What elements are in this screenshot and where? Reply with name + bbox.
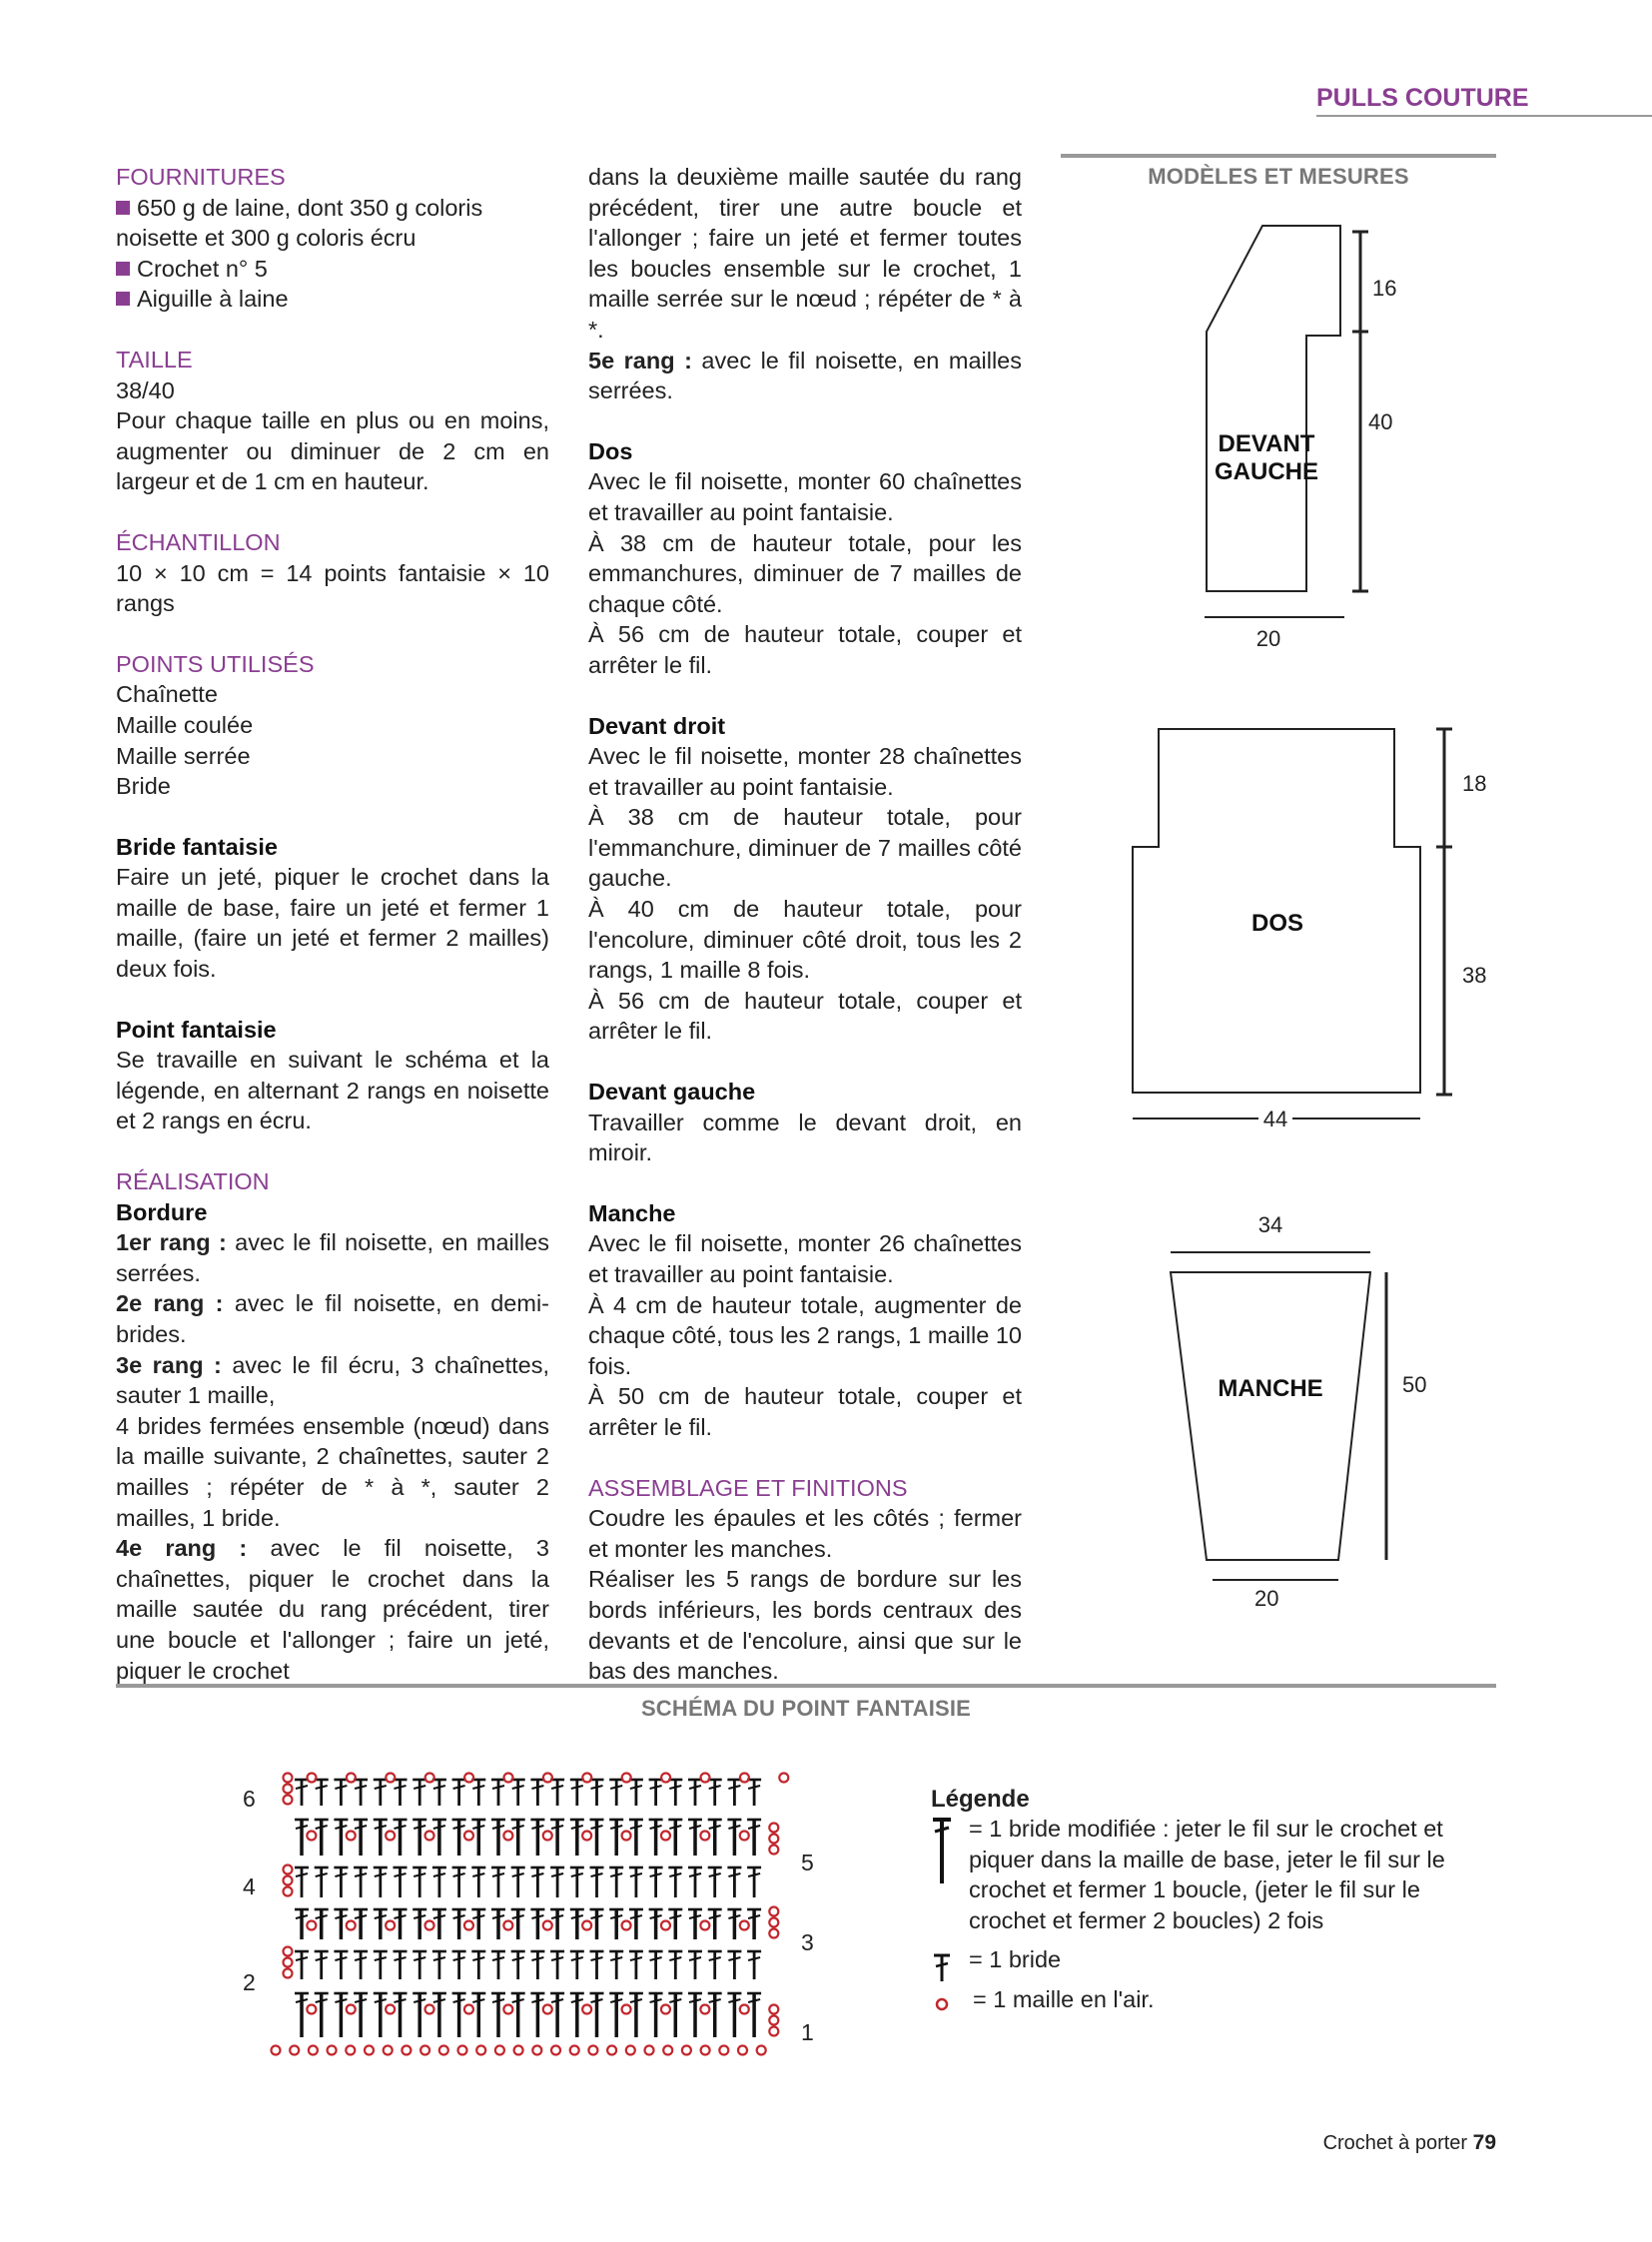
legend-item-bride: = 1 bride [969, 1946, 1062, 1972]
row-number-right: 3 [801, 1929, 814, 1955]
chain-stitch [284, 1947, 293, 1956]
row-number-left: 2 [243, 1969, 256, 1995]
chain-stitch [645, 2046, 654, 2055]
chain-stitch [622, 2005, 631, 2014]
legend-item-modified-bride: = 1 bride modifiée : jeter le fil sur le crochet et piquer dans la maille de base, jeter le fil sur le crochet et fermer 1 boucle, (jeter le fil sur le crochet et fermer 2 boucles) 2 fois [969, 1816, 1445, 1933]
chain-stitch [284, 1866, 293, 1874]
chain-stitch [464, 2005, 473, 2014]
chain-stitch [307, 1832, 316, 1841]
chain-stitch [464, 1774, 473, 1783]
chain-stitch [386, 2005, 395, 2014]
devant-label-2: GAUCHE [1214, 458, 1319, 485]
section-header: PULLS COUTURE [1316, 84, 1529, 112]
chain-stitch [769, 1835, 778, 1844]
chain-stitch [284, 1876, 293, 1885]
chain-stitch [582, 1921, 591, 1930]
chain-stitch [701, 1774, 710, 1783]
legend [931, 1786, 1450, 1816]
chain-stitch [588, 2046, 597, 2055]
chain-stitch [439, 2046, 448, 2055]
chain-stitch [346, 2046, 355, 2055]
point-item: Bride [116, 773, 171, 800]
chain-stitch [551, 2046, 560, 2055]
schema-top-rule [116, 1684, 1496, 1688]
chain-stitch [347, 1774, 356, 1783]
devant-gauche-shape [1207, 226, 1340, 591]
chain-stitch [386, 1921, 395, 1930]
chain-stitch [769, 1907, 778, 1916]
chain-stitch [740, 1921, 749, 1930]
dos-height-2: 38 [1462, 963, 1487, 988]
chain-stitch [543, 2005, 552, 2014]
chain-stitch [769, 2016, 778, 2025]
chain-stitch [503, 1921, 512, 1930]
chain-stitch [308, 1774, 317, 1783]
chain-stitch [769, 1929, 778, 1938]
manche-label: MANCHE [1218, 1375, 1323, 1402]
dos-width: 44 [1262, 1107, 1288, 1131]
rang-1-text: avec le fil noisette, en mailles serrées. [116, 1229, 549, 1286]
chain-stitch [420, 2046, 429, 2055]
chain-stitch [769, 2005, 778, 2014]
chain-stitch [682, 2046, 691, 2055]
legend-item-chain: = 1 maille en l'air. [973, 1986, 1155, 2012]
chain-stitch [570, 2046, 579, 2055]
rang-3-text: avec le fil écru, 3 chaînettes, sauter 1 maille, [116, 1351, 549, 1409]
chain-stitch [532, 2046, 541, 2055]
fournitures-heading: FOURNITURES [116, 164, 286, 190]
modified-bride-icon [933, 1820, 951, 1883]
chain-stitch [738, 2046, 747, 2055]
chain-stitch [386, 1832, 395, 1841]
dos-heading: Dos [588, 437, 633, 464]
chain-stitch [284, 1887, 293, 1896]
chain-stitch [425, 1774, 434, 1783]
bride-heading: Bride fantaisie [116, 833, 278, 860]
assemblage-text: Réaliser les 5 rangs de bordure sur les bords inférieurs, les bords centraux des devants et de l'encolure, ainsi que sur le bas des manches. [588, 1566, 1022, 1685]
chain-stitch [284, 1785, 293, 1794]
chain-stitch [661, 1832, 670, 1841]
point-item: Maille serrée [116, 742, 251, 769]
stitch-chart [270, 1768, 799, 2067]
chain-stitch [740, 1832, 749, 1841]
realisation-heading: RÉALISATION [116, 1168, 270, 1195]
chain-stitch [402, 2046, 411, 2055]
chain-stitch [464, 1921, 473, 1930]
chain-stitch [347, 1832, 356, 1841]
dos-diagram [1133, 729, 1486, 1131]
chain-stitch [769, 1846, 778, 1855]
manche-bottom-width: 20 [1254, 1586, 1279, 1611]
manche-diagram [1171, 1212, 1426, 1580]
assemblage-text: Coudre les épaules et les côtés ; fermer et monter les manches. [588, 1505, 1022, 1562]
chain-stitch [582, 1832, 591, 1841]
chain-stitch [425, 1832, 434, 1841]
chain-stitch [504, 1774, 513, 1783]
chain-stitch [700, 1921, 709, 1930]
manche-text: Avec le fil noisette, monter 26 chaînettes et travailler au point fantaisie. [588, 1230, 1022, 1287]
rang-1-label: 1er rang : [116, 1229, 227, 1256]
devant-width: 20 [1255, 626, 1281, 651]
manche-heading: Manche [588, 1199, 676, 1226]
chain-stitch [284, 1958, 293, 1967]
chain-stitch [740, 2005, 749, 2014]
rang-1 [116, 1227, 549, 1288]
chain-stitch [384, 2046, 393, 2055]
chain-stitch [543, 1921, 552, 1930]
dos-height-1: 18 [1462, 771, 1487, 796]
chain-stitch [663, 2046, 672, 2055]
chain-stitch [272, 2046, 281, 2055]
chain-stitch [622, 1921, 631, 1930]
chain-stitch [464, 1832, 473, 1841]
devant-gauche-heading: Devant gauche [588, 1079, 756, 1106]
chain-stitch [661, 2005, 670, 2014]
devant-droit-text: À 40 cm de hauteur totale, pour l'encolure, diminuer côté droit, tous les 2 rangs, 1 maille 8 fois. [588, 896, 1022, 984]
rang-2-text: avec le fil noisette, en demi-brides. [116, 1290, 550, 1347]
point-item: Chaînette [116, 681, 218, 708]
dos-text: À 38 cm de hauteur totale, pour les emmanchures, diminuer de 7 mailles de chaque côté. [588, 529, 1022, 617]
rang-2 [116, 1288, 549, 1349]
rang-4-label: 4e rang : [116, 1535, 248, 1562]
rang-3 [116, 1350, 549, 1411]
chain-stitch [769, 1918, 778, 1927]
chain-stitch [514, 2046, 523, 2055]
rang-5-label: 5e rang : [588, 347, 692, 374]
column-middle [588, 162, 1022, 1687]
diagrams-title: MODÈLES ET MESURES [1148, 164, 1409, 189]
chain-stitch [769, 2027, 778, 2036]
legend-title: Légende [931, 1786, 1030, 1813]
devant-height-1: 16 [1372, 276, 1397, 301]
chain-stitch [607, 2046, 616, 2055]
rang-3-label: 3e rang : [116, 1351, 222, 1378]
chain-stitch [458, 2046, 467, 2055]
chain-stitch [386, 1774, 395, 1783]
chain-stitch [700, 2005, 709, 2014]
fourniture-item: Crochet n° 5 [116, 254, 549, 285]
fourniture-item: 650 g de laine, dont 350 g coloris noisette et 300 g coloris écru [116, 193, 549, 254]
chain-stitch [543, 1832, 552, 1841]
assemblage-heading: ASSEMBLAGE ET FINITIONS [588, 1474, 908, 1501]
bordure-heading: Bordure [116, 1198, 208, 1225]
echantillon-text: 10 × 10 cm = 14 points fantaisie × 10 rangs [116, 559, 549, 617]
chain-stitch [582, 1774, 591, 1783]
chain-stitch [779, 1774, 788, 1783]
row-number-right: 5 [801, 1850, 814, 1875]
chain-stitch [661, 1774, 670, 1783]
chain-stitch [425, 1921, 434, 1930]
chain-stitch [700, 1832, 709, 1841]
dos-text: Avec le fil noisette, monter 60 chaînettes et travailler au point fantaisie. [588, 468, 1022, 525]
point-fantaisie-heading: Point fantaisie [116, 1016, 277, 1043]
chain-stitch [701, 2046, 710, 2055]
devant-label-1: DEVANT [1218, 430, 1315, 457]
rang-4 [116, 1533, 549, 1686]
devant-droit-heading: Devant droit [588, 712, 726, 739]
chain-stitch-icon [937, 1999, 947, 2009]
row-number-left: 6 [243, 1786, 256, 1812]
devant-height-2: 40 [1368, 409, 1393, 434]
points-heading: POINTS UTILISÉS [116, 650, 315, 677]
rang-3-cont: 4 brides fermées ensemble (nœud) dans la maille suivante, 2 chaînettes, sauter 2 mailles ; répéter de * à *, sauter 2 mailles, 1 bride. [116, 1412, 549, 1531]
chain-stitch [347, 1921, 356, 1930]
taille-value: 38/40 [116, 376, 175, 403]
devant-droit-text: Avec le fil noisette, monter 28 chaînettes et travailler au point fantaisie. [588, 743, 1022, 800]
devant-droit-text: À 56 cm de hauteur totale, couper et arrêter le fil. [588, 987, 1022, 1045]
chain-stitch [769, 1824, 778, 1833]
chain-stitch [347, 2005, 356, 2014]
chain-stitch [622, 1832, 631, 1841]
schema-title: SCHÉMA DU POINT FANTAISIE [640, 1696, 972, 1721]
chain-stitch [740, 1774, 749, 1783]
chain-stitch [622, 1774, 631, 1783]
bride-text: Faire un jeté, piquer le crochet dans la maille de base, faire un jeté et fermer 1 maille, (faire un jeté et fermer 2 mailles) deux fois. [116, 864, 549, 983]
taille-heading: TAILLE [116, 346, 193, 373]
chain-stitch [543, 1774, 552, 1783]
chain-stitch [503, 2005, 512, 2014]
chain-stitch [495, 2046, 504, 2055]
rang-5-text: avec le fil noisette, en mailles serrées. [588, 347, 1022, 404]
chain-stitch [503, 1832, 512, 1841]
chain-stitch [476, 2046, 485, 2055]
chain-stitch [757, 2046, 766, 2055]
chain-stitch [309, 2046, 318, 2055]
chain-stitch [284, 1774, 293, 1783]
rang-5 [588, 346, 1022, 406]
echantillon-heading: ÉCHANTILLON [116, 528, 281, 555]
fourniture-item: Aiguille à laine [116, 284, 549, 315]
legend-symbols [927, 1814, 957, 2033]
row-number-right: 1 [801, 2019, 814, 2045]
diagrams-top-rule [1061, 154, 1496, 158]
page-number: 79 [1472, 2131, 1496, 2154]
rang-2-label: 2e rang : [116, 1290, 224, 1317]
manche-top-width: 34 [1257, 1212, 1283, 1237]
chain-stitch [661, 1921, 670, 1930]
chain-stitch [284, 1796, 293, 1805]
header-rule [1316, 115, 1652, 117]
pattern-diagrams [1061, 200, 1540, 1598]
chain-stitch [284, 1969, 293, 1978]
dos-text: À 56 cm de hauteur totale, couper et arrêter le fil. [588, 621, 1022, 678]
manche-shape [1171, 1272, 1370, 1560]
chain-stitch [307, 1921, 316, 1930]
column-left [116, 162, 549, 1686]
footer [1248, 2131, 1496, 2155]
chain-stitch [582, 2005, 591, 2014]
chain-stitch [290, 2046, 299, 2055]
devant-droit-text: À 38 cm de hauteur totale, pour l'emmanchure, diminuer de 7 mailles côté gauche. [588, 804, 1022, 892]
chain-stitch [365, 2046, 374, 2055]
magazine-name: Crochet à porter [1322, 2132, 1468, 2154]
taille-text: Pour chaque taille en plus ou en moins, augmenter ou diminuer de 2 cm en largeur et de 1 cm en hauteur. [116, 407, 549, 495]
chain-stitch [719, 2046, 728, 2055]
rang-4-text: avec le fil noisette, 3 chaînettes, piquer le crochet dans la maille sautée du rang précédent, tirer une boucle et l'allonger ; faire un jeté, piquer le crochet [116, 1535, 549, 1684]
point-item: Maille coulée [116, 711, 254, 738]
chain-stitch [425, 2005, 434, 2014]
bride-icon [934, 1955, 950, 1981]
manche-text: À 50 cm de hauteur totale, couper et arrêter le fil. [588, 1383, 1022, 1440]
point-fantaisie-text: Se travaille en suivant le schéma et la légende, en alternant 2 rangs en noisette et 2 rangs en écru. [116, 1047, 549, 1134]
chain-stitch [328, 2046, 337, 2055]
manche-height: 50 [1402, 1372, 1427, 1397]
rang-4-cont: dans la deuxième maille sautée du rang précédent, tirer une autre boucle et l'allonger ; faire un jeté et fermer toutes les boucles ensemble sur le crochet, 1 maille serrée sur le nœud ; répéter de * à *. [588, 164, 1022, 343]
devant-gauche-text: Travailler comme le devant droit, en miroir. [588, 1109, 1022, 1166]
dos-label: DOS [1250, 910, 1304, 937]
chain-stitch [307, 2005, 316, 2014]
manche-text: À 4 cm de hauteur totale, augmenter de chaque côté, tous les 2 rangs, 1 maille 10 fois. [588, 1291, 1022, 1379]
chain-stitch [626, 2046, 635, 2055]
row-number-left: 4 [243, 1873, 256, 1899]
devant-gauche-diagram [1205, 226, 1396, 651]
